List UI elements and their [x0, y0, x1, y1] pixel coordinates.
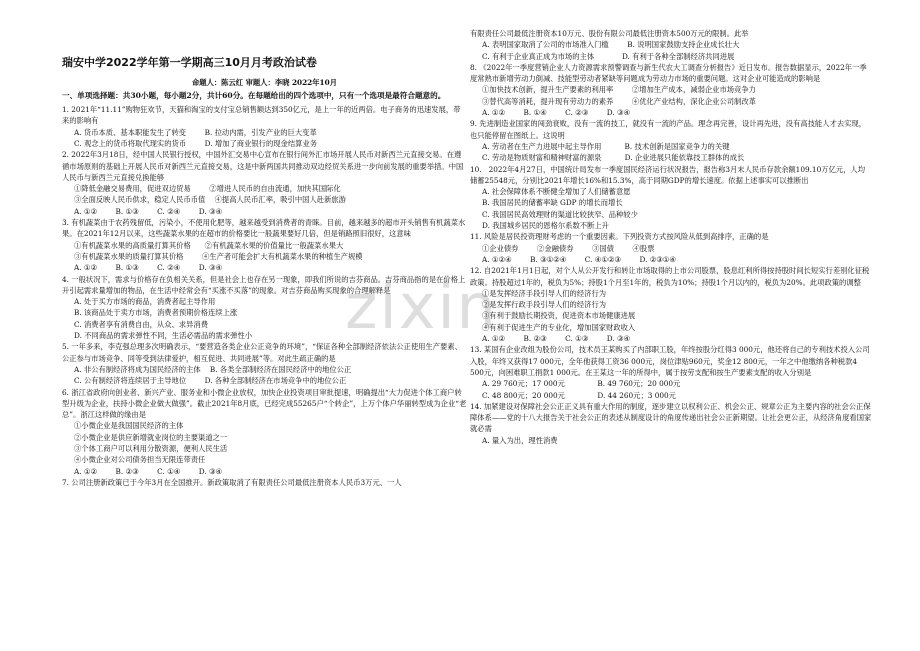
question-line: A. ①② B. ①③ C. ②④ D. ③④ — [74, 206, 223, 216]
question-line: A. ①② B. ②③ C. ①③ D. ③④ — [482, 334, 631, 344]
section-heading: 一、单项选择题：共30小题，每小题2分，共计60分。在每题给出的四个选项中，只有一个选项是最符合题意的。 — [62, 91, 446, 101]
question-line: C. 劳动是物质财富和精神财富的源泉 D. 企业进展只能依靠技工群体的成长 — [482, 153, 745, 163]
question-line: ①小微企业是我国国民经济的主体 — [74, 421, 184, 431]
question-line: C. 有利于企业真正成为市场的主体 D. 有利于各种全部制经济共同进展 — [482, 51, 735, 61]
question-line: ③全面反映人民币供求，稳定人民币币值 ④提高人民币汇率，吸引中国人赴新旅游 — [74, 195, 346, 205]
question-line: A. 社会保障体系不断健全增加了人们储蓄意愿 — [482, 187, 631, 197]
question-line: 9. 先进制造业国家的闯劲衰败，没有一流的技工，就没有一流的产品。理念再完善，设计再先进，没有高技能人才去实现，也只能停留在图纸上。这说明 — [470, 119, 867, 140]
question-line: 3. 有机蔬菜由于农药残留低，污染小，不使用化肥等，越来越受到消费者的青睐。目前，越来越多的超市开头销售有机蔬菜水果。在2021年12月以来，这些蔬菜水果的在超市的价格要比一般蔬果要好几倍，但是销路照旧很好，这意味 — [62, 218, 466, 239]
question-line: A. 非公有制经济将成为国民经济的主体 B. 各类全部制经济在国民经济中的地位公正 — [74, 364, 352, 374]
question-line: ③个体工商户可以利用分散资源，便利人民生活 — [74, 444, 228, 454]
question-line: A. ①②④ B. ③①②④ C. ④①②③ D. ②③①④ — [482, 254, 676, 264]
question-line: ③替代高等消耗，提升现有劳动力的素养 ④优化产业结构，深化企业公司制改革 — [482, 96, 756, 106]
question-line: A. 表明国家取消了公司的市场准入门槛 B. 说明国家鼓励支持企业成长壮大 — [482, 40, 740, 50]
question-line: ③有利于鼓励长期投资，促进资本市场健康进展 — [482, 311, 636, 321]
question-line: ②小微企业是供应新增就业岗位的主要渠道之一 — [74, 432, 228, 442]
question-line: ④小微企业对公司债务担当无限连带责任 — [74, 455, 206, 465]
question-line: A. 货币本质、基本职能发生了转变 B. 拉动内需，引发产业的巨大变革 — [74, 127, 317, 137]
question-line: ④有利于促进生产的专业化，增加国家财政收入 — [482, 322, 636, 332]
question-line: C. 观念上的货币将取代现实的货币 D. 增加了商业银行的现金结算业务 — [74, 139, 318, 148]
question-line: A. ①② B. ①④ C. ②③ D. ③④ — [482, 108, 631, 118]
question-line: A. ①② B. ①③ C. ②④ D. ③④ — [74, 263, 223, 273]
question-line: A. 处于买方市场的商品，消费者起主导作用 — [74, 297, 216, 307]
question-line: 7. 公司注册新政策已于今年3月在全国推开。新政策取消了有限责任公司最低注册资本人民币3万元、一人 — [62, 477, 402, 487]
question-line: ①降低金融交易费用，促进双边贸易 ②增进人民币的自由流通，加快其国际化 — [74, 184, 341, 194]
question-line: D. 不同商品的需求弹性不同，生活必需品的需求弹性小 — [74, 331, 253, 341]
question-line: 10. 2022年4月27日，中国统计局发布一季度国民经济运行状况报告，报告称3月末人民币存款余额109.10万亿元，人均储蓄25548元，分别比2021年增长16%和15.3%，高于同期GDP的增长速度。依据上述事实可以推断出 — [470, 164, 865, 185]
exam-title: 瑞安中学2022学年第一学期高三10月月考政治试卷 — [62, 56, 317, 69]
question-line: A. 量入为出，理性消费 — [482, 435, 558, 445]
question-line: 13. 某国有企业改组为股份公司，技术员王某购买了内部职工股，年终按股分红得3 000元，他还将自己的专利技术投入公司入股，年终又获得17 000元，全年他获得工资36 000元，岗位津贴960元，奖金12 800元，一年之中他缴纳各种税款4 500元，向困难职工捐款1 000元。在王某这一年的所得中，属于按劳支配和按生产要素支配的收入分别是 — [470, 345, 870, 377]
question-line: C. 48 800元；20 000元 D. 44 260元；3 000元 — [482, 390, 676, 400]
question-line: ①企业债券 ②金融债券 ③国债 ④股票 — [482, 243, 655, 253]
question-line: C. 公有制经济将连续居于主导地位 D. 各种全部制经济在市场竞争中的地位公正 — [74, 376, 347, 386]
question-line: B. 该商品处于卖方市场，消费者预期价格连续上涨 — [74, 308, 238, 318]
question-line: ①加快技术创新，提升生产要素的利用率 ②增加生产成本，减弱企业市场竞争力 — [482, 85, 756, 95]
question-line: ①有机蔬菜水果的高质量打算其价格 ②有机蔬菜水果的价值量比一般蔬菜水果大 — [74, 240, 344, 250]
question-line: 有限责任公司最低注册资本10万元、股份有限公司最低注册资本500万元的限制。此举 — [470, 29, 749, 38]
question-line: ③有机蔬菜水果的质量打算其价格 ④生产者可能会扩大有机蔬菜水果的种植生产规模 — [74, 251, 363, 261]
question-line: D. 我国城乡居民的恩格尔系数不断上升 — [482, 221, 609, 231]
watermark: zixin — [345, 270, 498, 343]
question-line: 14. 加紧建设对保障社会公正正义具有重大作用的制度，逐步建立以权利公正、机会公正、规章公正为主要内容的社会公正保障体系——党的十八大报告关于社会公正的表述从制度设计的角度传递出社会公正新期望。让社会更公正，从经济角度看国家就必需 — [470, 401, 872, 434]
question-line: ②是发挥行政手段引导人们的经济行为 — [482, 300, 607, 310]
question-line: ①是发挥经济手段引导人们的经济行为 — [482, 288, 607, 298]
question-line: 12. 自2021年1月1日起，对个人从公开发行和转让市场取得的上市公司股票，股息红利所得按持股时间长短实行差别化征税政策。持股超过1年的，税负为5%；持股1个月至1年的，税负为10%；持股1个月以内的，税负为20%。此项政策的调整 — [470, 266, 870, 287]
question-line: 2. 2022年3月18日，经中国人民银行授权，中国外汇交易中心宣布在银行间外汇市场开展人民币对新西兰元直接交易。在遵循市场原则的基础上开展人民币对新西兰元直接交易，这是中新两国共同推动双边经贸关系进一步向前发展的重要举措。中国人民币与新西兰元直接兑换能够 — [62, 150, 464, 182]
left-question-lines — [62, 104, 467, 488]
right-column — [470, 28, 872, 446]
right-question-lines — [470, 28, 872, 446]
question-line: B. 我国居民的储蓄率缺 GDP 的增长而增长 — [482, 198, 623, 208]
question-line: A. 29 760元；17 000元 B. 49 760元；20 000元 — [482, 379, 681, 389]
left-column — [62, 28, 467, 488]
question-line: C. 消费者享有消费自由，从众、求异消费 — [74, 319, 209, 329]
question-line: 5. 一年多来，李克强总理多次明确表示，“要营造各类企业公正竞争的环境”，“保证各种全部制经济依法公正使用生产要素、公正参与市场竞争、同等受到法律爱护，相互促进、共同进展”等。对此生疏正确的是 — [62, 342, 462, 363]
question-line: A. 劳动者在生产力进展中起主导作用 B. 技术创新是国家竞争力的关键 — [482, 141, 730, 151]
question-line: 4. 一般状况下，需求与价格存在负相关关系，但是社会上也存在另一现象，即我们所说的吉芬商品。吉芬商品指的是在价格上升引起需求量增加的物品，在生活中经常会有“买涨不买落”的现象。对吉芬商品购买现象的合理解释是 — [62, 274, 466, 295]
question-line: A. ①② B. ②③ C. ①④ D. ③④ — [74, 466, 223, 476]
question-line: 1. 2021年“11.11”购物狂欢节，天猫和淘宝的支付宝总销售额达到350亿元，是上一年的近两倍。电子商务的迅速发展，带来的影响有 — [62, 105, 461, 126]
question-line: 6. 浙江省政府向创业者、新兴产业、服务业和小微企业放权，加快企业投资项目审批提速，明确提出“大力促进个体工商户转型升级为企业，扶持小微企业做大做强”。截止2021年8月底，已经完成55265户“个转企”，上万个体户华丽转型成为企业“老总”。浙江这样做的缘由是 — [62, 387, 467, 420]
question-line: 11. 风险是居民投资理财考虑的一个重要因素。下列投资方式按风险从低到高排序，正确的是 — [470, 232, 769, 242]
exam-meta: 命题人：陈云红 审题人：李晓 2022年10月 — [192, 78, 337, 88]
question-line: 8. 《2022年一季度营销企业人力资源需求预警调查与新生代农大工调查分析报告》近日发布。报告数据显示，2022年一季度常熟市新增劳动力倒减、技能型劳动者紧缺等问题成为劳动力市场的重要问题。这对企业可能造成的影响是 — [470, 62, 867, 84]
question-line: C. 我国居民高效理财的渠道比较狭窄、品种较少 — [482, 209, 638, 219]
